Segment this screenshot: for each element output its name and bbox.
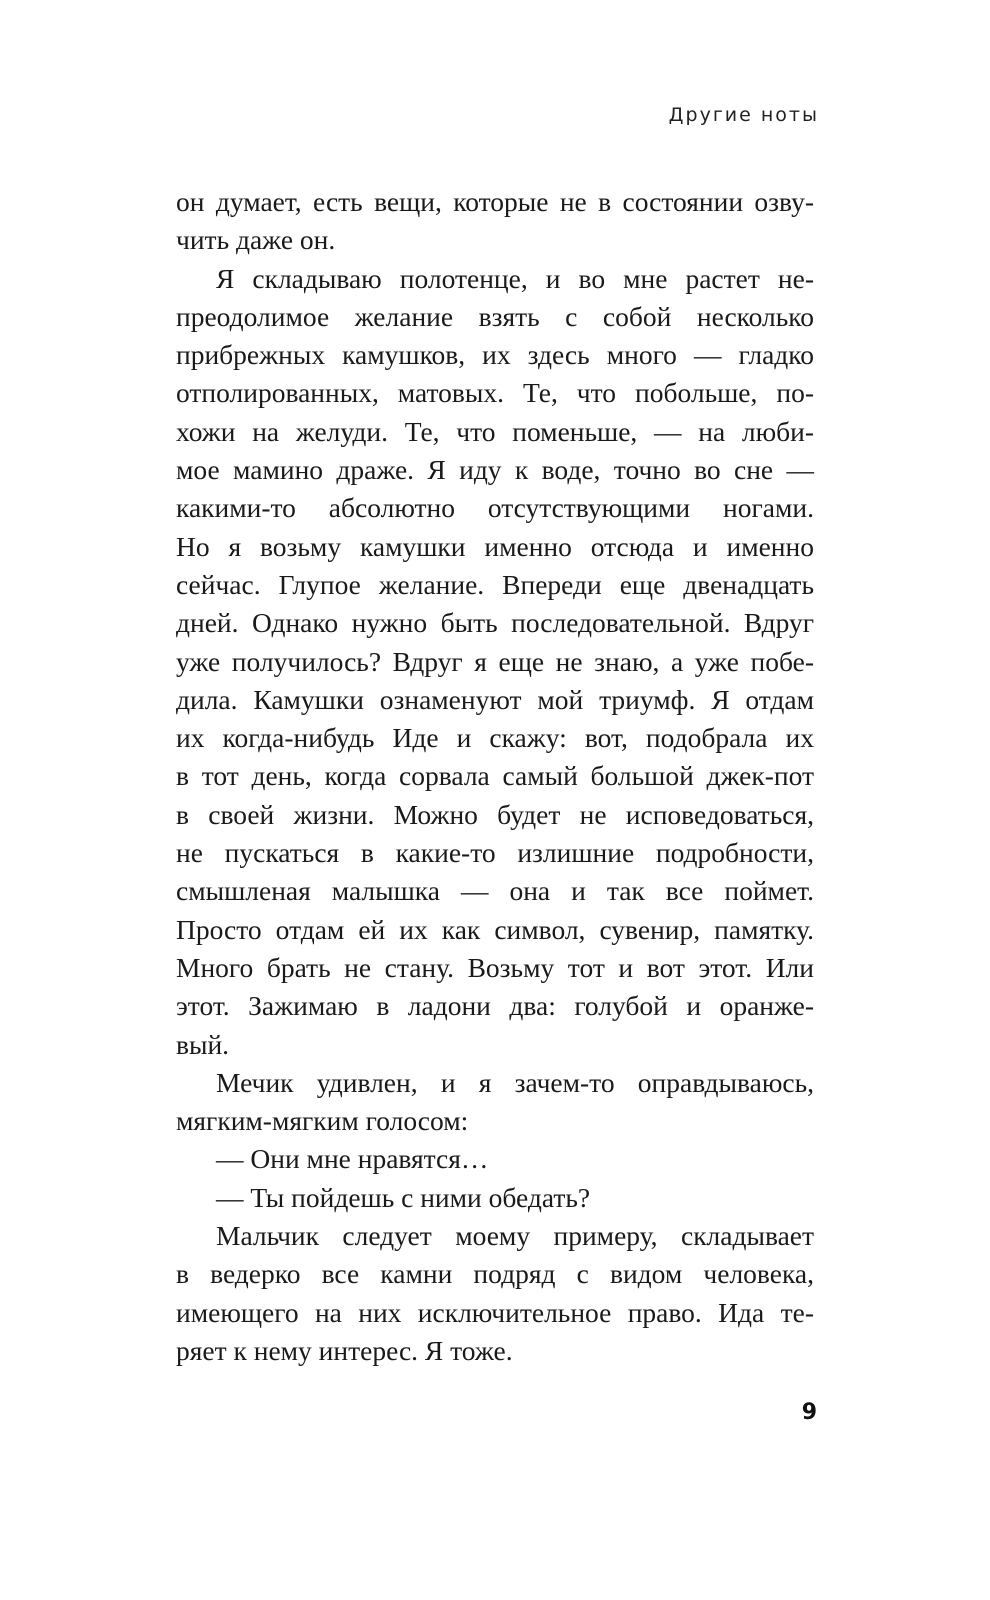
text-line: Мечик удивлен, и я зачем-то оправдываюсь, [216,1066,814,1098]
text-line: отполированных, матовых. Те, что побольше, по- [176,377,814,409]
text-line: не пускаться в какие-то излишние подробности, [176,837,814,869]
body-text [176,183,814,1370]
text-line: Я складываю полотенце, и во мне растет не- [216,262,814,294]
text-line: чить даже он. [176,224,336,256]
text-line: мое мамино драже. Я иду к воде, точно во сне — [176,454,814,486]
text-line: Просто отдам ей их как символ, сувенир, памятку. [176,913,814,945]
text-line: — Ты пойдешь с ними обедать? [216,1181,591,1213]
text-line: сейчас. Глупое желание. Впереди еще двенадцать [176,568,814,600]
text-line: прибрежных камушков, их здесь много — гладко [176,339,814,371]
text-line: преодолимое желание взять с собой несколько [176,300,814,332]
text-line: их когда-нибудь Иде и скажу: вот, подобрала их [176,722,814,754]
text-line: дила. Камушки ознаменуют мой триумф. Я отдам [176,683,814,715]
text-line: вый. [176,1028,230,1060]
text-line: в своей жизни. Можно будет не исповедоваться, [176,798,814,830]
text-line: имеющего на них исключительное право. Ида те- [176,1296,814,1328]
text-line: Мальчик следует моему примеру, складывает [216,1220,814,1252]
text-line: дней. Однако нужно быть последовательной. Вдруг [176,607,814,639]
text-line: хожи на желуди. Те, что поменьше, — на люби- [176,415,814,447]
text-line: какими-то абсолютно отсутствующими ногами. [176,492,814,524]
text-line: уже получилось? Вдруг я еще не знаю, а уже побе- [176,645,814,677]
text-line: в ведерко все камни подряд с видом человека, [176,1258,814,1290]
text-line: этот. Зажимаю в ладони два: голубой и оранже- [176,990,814,1022]
page-number: 9 [801,1400,817,1425]
text-line: Много брать не стану. Возьму тот и вот этот. Или [176,951,814,983]
text-line: смышленая малышка — она и так все поймет. [176,875,814,907]
text-line: Но я возьму камушки именно отсюда и именно [176,530,814,562]
text-line: мягким-мягким голосом: [176,1105,469,1137]
text-line: — Они мне нравятся… [216,1143,489,1175]
running-title: Другие ноты [668,104,819,126]
text-line: в тот день, когда сорвала самый большой джек-пот [176,760,814,792]
text-line: ряет к нему интерес. Я тоже. [176,1334,513,1366]
text-line: он думает, есть вещи, которые не в состоянии озву- [176,186,814,217]
